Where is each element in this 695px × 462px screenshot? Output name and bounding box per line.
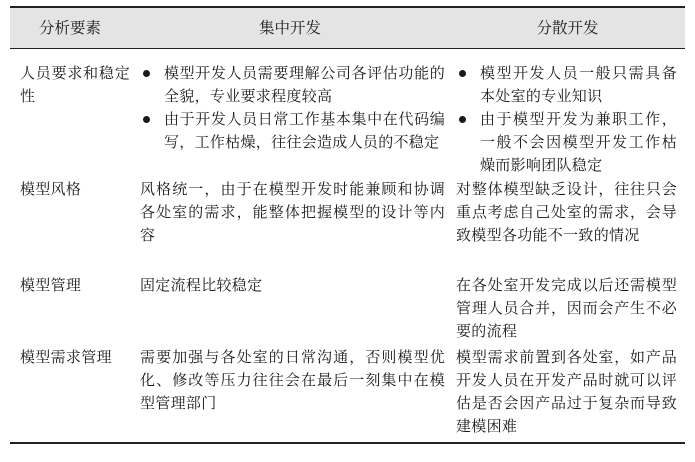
bullet-item: 模型开发人员需要理解公司各评估功能的全貌，专业要求程度较高: [140, 62, 445, 108]
row-decentralized: 在各处室开发完成以后还需模型管理人员合并，因而会产生不必要的流程: [456, 276, 677, 340]
header-decentralized: 分散开发: [536, 19, 599, 37]
bullet-list: [140, 62, 445, 154]
row-factor: 模型需求管理: [20, 348, 112, 366]
row-factor: 模型管理: [20, 276, 82, 294]
bullet-list: [456, 62, 677, 177]
row-centralized: 需要加强与各处室的日常沟通，否则模型优化、修改等压力往往会在最后一刻集中在模型管理部门: [140, 348, 445, 412]
header-centralized: 集中开发: [258, 19, 321, 37]
bullet-item: 由于模型开发为兼职工作，一般不会因模型开发工作枯燥而影响团队稳定: [456, 108, 677, 177]
table-header-rule: [10, 48, 685, 49]
comparison-table: [10, 6, 685, 444]
bullet-item: 由于开发人员日常工作基本集中在代码编写，工作枯燥，往往会造成人员的不稳定: [140, 108, 445, 154]
row-centralized: 风格统一，由于在模型开发时能兼顾和协调各处室的需求，能整体把握模型的设计等内容: [140, 180, 445, 244]
row-factor: 模型风格: [20, 180, 82, 198]
row-centralized: [140, 62, 445, 154]
table-header: [10, 8, 685, 48]
table-bottom-rule: [10, 442, 685, 444]
row-decentralized: 对整体模型缺乏设计，往往只会重点考虑自己处室的需求，会导致模型各功能不一致的情况: [456, 180, 677, 244]
bullet-item: 模型开发人员一般只需具备本处室的专业知识: [456, 62, 677, 108]
header-analysis-factor: 分析要素: [38, 19, 101, 37]
row-centralized: 固定流程比较稳定: [140, 276, 263, 294]
row-decentralized: [456, 62, 677, 177]
row-factor: 人员要求和稳定性: [20, 64, 130, 105]
row-decentralized: 模型需求前置到各处室，如产品开发人员在开发产品时就可以评估是否会因产品过于复杂而导致建模困难: [456, 348, 677, 435]
